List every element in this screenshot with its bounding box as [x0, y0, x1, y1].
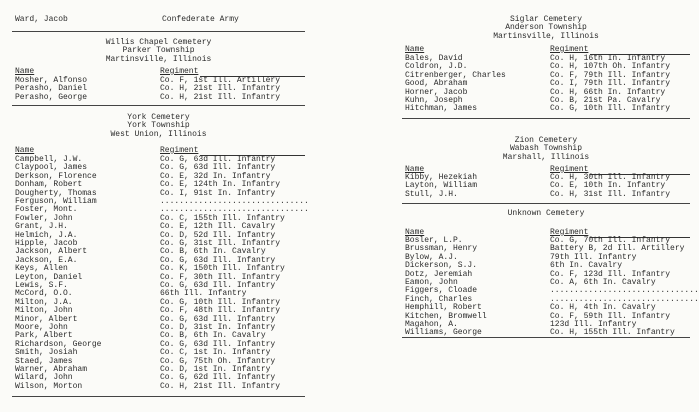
row-name: Kuhn, Joseph [405, 96, 463, 105]
column-header-regiment: Regiment [160, 146, 199, 155]
section-title-line: Wabash Township [509, 144, 582, 154]
soldier-name: Ward, Jacob [15, 15, 68, 24]
section-title-line: Martinsville, Illinois [493, 31, 599, 41]
row-regiment: Battery B, 2d Ill. Artillery [550, 244, 685, 254]
row-name: Bylow, A.J. [405, 252, 458, 262]
row-name: Minor, Albert [15, 314, 78, 324]
row-regiment: Co. B, 6th In. Cavalry [160, 331, 266, 341]
section-title-line: Unknown Cemetery [507, 209, 585, 218]
row-regiment: Co. D, 52d Ill. Infantry [160, 230, 276, 240]
row-regiment: Co. G, 63d Ill. Infantry [160, 339, 276, 349]
row-regiment: Co. G, 31st Ill. Infantry [160, 239, 281, 248]
row-regiment: Co. B, 6th In. Cavalry [160, 247, 266, 257]
divider [12, 31, 305, 32]
row-name: Figgers, Cloade [405, 286, 478, 296]
row-regiment: Co. G, 63d Ill. Infantry [160, 163, 276, 173]
row-regiment: Co. H, 16th In. Infantry [550, 54, 666, 63]
column-header-regiment: Regiment [550, 165, 589, 174]
section-divider [12, 105, 305, 106]
row-name: Perasho, Daniel [15, 84, 88, 94]
row-name: Hemphill, Robert [405, 303, 482, 313]
row-regiment: Co. F, 30th Ill. Infantry [160, 272, 281, 282]
row-name: Milton, John [15, 306, 73, 316]
row-name: Citrenberger, Charles [405, 70, 506, 80]
column-header-regiment: Regiment [550, 45, 589, 54]
row-regiment: 6th In. Cavalry [550, 261, 623, 271]
row-regiment: ............................... [550, 294, 699, 304]
row-name: Foster, Mont. [15, 205, 78, 215]
row-regiment: Co. G, 63d Ill. Infantry [160, 281, 276, 290]
column-header-name: Name [405, 165, 425, 174]
row-name: Eamon, John [405, 278, 458, 287]
row-regiment: 79th Ill. Infantry [550, 252, 637, 262]
column-header-name: Name [15, 146, 35, 155]
row-regiment: Co. A, 6th In. Cavalry [550, 278, 656, 287]
row-regiment: Co. C, 1st In. Infantry [160, 348, 271, 358]
row-name: Helmich, J.A. [15, 230, 78, 240]
column-header-regiment: Regiment [160, 67, 199, 76]
row-regiment: ............................... [160, 205, 309, 215]
column-header-name: Name [405, 45, 425, 54]
row-name: Magahon, A. [405, 320, 458, 329]
row-name: Brussman, Henry [405, 244, 478, 254]
row-regiment: Co. H, 107th Oh. Infantry [550, 62, 671, 72]
row-regiment: Co. G, 70th Ill. Infantry [550, 236, 671, 245]
row-regiment: Co. B, 21st Pa. Cavalry [550, 96, 661, 105]
row-regiment: Co. G, 63d Ill. Infantry [160, 314, 276, 324]
row-regiment: Co. H, 155th Ill. Infantry [550, 328, 675, 338]
row-regiment: ............................... [160, 197, 309, 206]
row-name: Hitchman, James [405, 104, 478, 114]
row-regiment: Co. H, 21st Ill. Infantry [160, 381, 281, 391]
row-name: Mosher, Alfonso [15, 76, 88, 85]
row-name: Dotz, Jeremiah [405, 269, 473, 279]
row-name: Leyton, Daniel [15, 272, 83, 282]
row-name: Smith, Josiah [15, 348, 78, 358]
row-regiment: Co. D, 1st In. Infantry [160, 365, 271, 374]
row-regiment: Co. H, 21st Ill. Infantry [160, 84, 281, 94]
row-name: Keys, Allen [15, 264, 68, 274]
row-name: Campbell, J.W. [15, 155, 83, 164]
row-regiment: Co. E, 32d In. Infantry [160, 171, 271, 181]
row-regiment: Co. E, 10th In. Infantry [550, 181, 666, 191]
row-name: Wilard, John [15, 373, 73, 383]
column-header-name: Name [15, 67, 35, 76]
row-name: Finch, Charles [405, 294, 473, 304]
row-regiment: Co. K, 150th Ill. Infantry [160, 264, 285, 274]
row-regiment: Co. F, 59th Ill. Infantry [550, 311, 671, 321]
row-regiment: Co. H, 30th Ill. Infantry [550, 173, 671, 182]
row-regiment: Co. F, 123d Ill. Infantry [550, 269, 671, 279]
row-name: Donham, Robert [15, 180, 83, 190]
row-regiment: Co. G, 10th Ill. Infantry [550, 104, 671, 114]
row-name: Staed, James [15, 356, 73, 366]
row-name: Ferguson, William [15, 197, 97, 206]
section-title-line: Anderson Township [505, 23, 587, 33]
row-name: Milton, J.A. [15, 297, 73, 307]
row-name: Moore, John [15, 323, 68, 332]
row-name: Dickerson, S.J. [405, 261, 478, 271]
section-divider [12, 396, 305, 397]
row-name: Coldron, J.D. [405, 62, 468, 72]
row-name: Kitchen, Bromwell [405, 311, 487, 321]
row-regiment: Co. G, 75th Oh. Infantry [160, 356, 276, 366]
row-name: Perasho, George [15, 92, 88, 102]
column-header-regiment: Regiment [550, 228, 589, 237]
row-regiment: Co. H, 4th In. Cavalry [550, 303, 656, 313]
row-regiment: Co. H, 21st Ill. Infantry [160, 92, 281, 102]
row-name: Park, Albert [15, 331, 73, 341]
section-title-line: Siglar Cemetery [509, 15, 582, 24]
army-label: Confederate Army [162, 15, 239, 24]
row-name: Kibby, Hezekiah [405, 173, 478, 182]
section-title-line: Martinsville, Illinois [105, 54, 212, 64]
row-name: Claypool, James [15, 163, 88, 173]
row-name: Lewis, S.F. [15, 281, 68, 290]
row-name: Jackson, E.A. [15, 255, 78, 265]
row-name: Bales, David [405, 54, 463, 63]
section-title-line: York Cemetery [127, 113, 190, 122]
row-regiment: ............................... [550, 286, 699, 296]
row-name: Dougherty, Thomas [15, 188, 97, 198]
row-regiment: 123d Ill. Infantry [550, 320, 637, 329]
row-name: Fowler, John [15, 213, 73, 223]
row-name: Layton, William [405, 181, 478, 191]
row-regiment: Co. F, 79th Ill. Infantry [550, 70, 671, 80]
row-name: Williams, George [405, 328, 482, 338]
row-name: McCord, O.O. [15, 289, 73, 299]
section-title-line: Zion Cemetery [514, 136, 578, 145]
row-name: Horner, Jacob [405, 87, 468, 97]
row-name: Hipple, Jacob [15, 239, 78, 248]
row-regiment: Co. C, 155th Ill. Infantry [160, 213, 285, 223]
row-regiment: Co. G, 10th Ill. Infantry [160, 297, 281, 307]
row-regiment: Co. H, 31st Ill. Infantry [550, 189, 671, 199]
row-regiment: Co. E, 124th In. Infantry [160, 180, 281, 190]
row-regiment: Co. I, 79th Ill. Infantry [550, 79, 671, 89]
row-name: Bosler, L.P. [405, 236, 463, 245]
column-header-name: Name [405, 228, 425, 237]
row-name: Derkson, Florence [15, 171, 97, 181]
row-regiment: Co. H, 66th In. Infantry [550, 87, 666, 97]
section-title-line: York Township [127, 121, 190, 131]
row-regiment: Co. G, 63d Ill. Infantry [160, 255, 276, 265]
section-title-line: Willis Chapel Cemetery [105, 38, 212, 47]
row-regiment: Co. F, 48th Ill. Infantry [160, 306, 281, 316]
row-name: Warner, Abraham [15, 365, 88, 374]
section-divider [402, 203, 690, 204]
row-regiment: Co. E, 12th Ill. Cavalry [160, 222, 276, 232]
row-regiment: 66th Ill. Infantry [160, 289, 247, 299]
row-regiment: Co. D, 31st In. Infantry [160, 323, 276, 332]
section-title-line: Parker Township [122, 46, 195, 56]
section-title-line: West Union, Illinois [110, 129, 207, 139]
row-name: Wilson, Morton [15, 381, 83, 391]
row-regiment: Co. G, 63d Ill. Infantry [160, 155, 276, 164]
row-regiment: Co. G, 62d Ill. Infantry [160, 373, 276, 383]
row-name: Good, Abraham [405, 79, 468, 89]
section-title-line: Marshall, Illinois [502, 152, 590, 162]
row-name: Jackson, Albert [15, 247, 88, 257]
row-name: Grant, J.H. [15, 222, 68, 232]
row-name: Stull, J.H. [405, 189, 458, 199]
section-divider [402, 337, 690, 338]
row-regiment: Co. I, 91st In. Infantry [160, 188, 276, 198]
row-regiment: Co. F, 1st Ill. Artillery [160, 76, 281, 85]
row-name: Richardson, George [15, 339, 102, 349]
section-divider [402, 118, 690, 119]
